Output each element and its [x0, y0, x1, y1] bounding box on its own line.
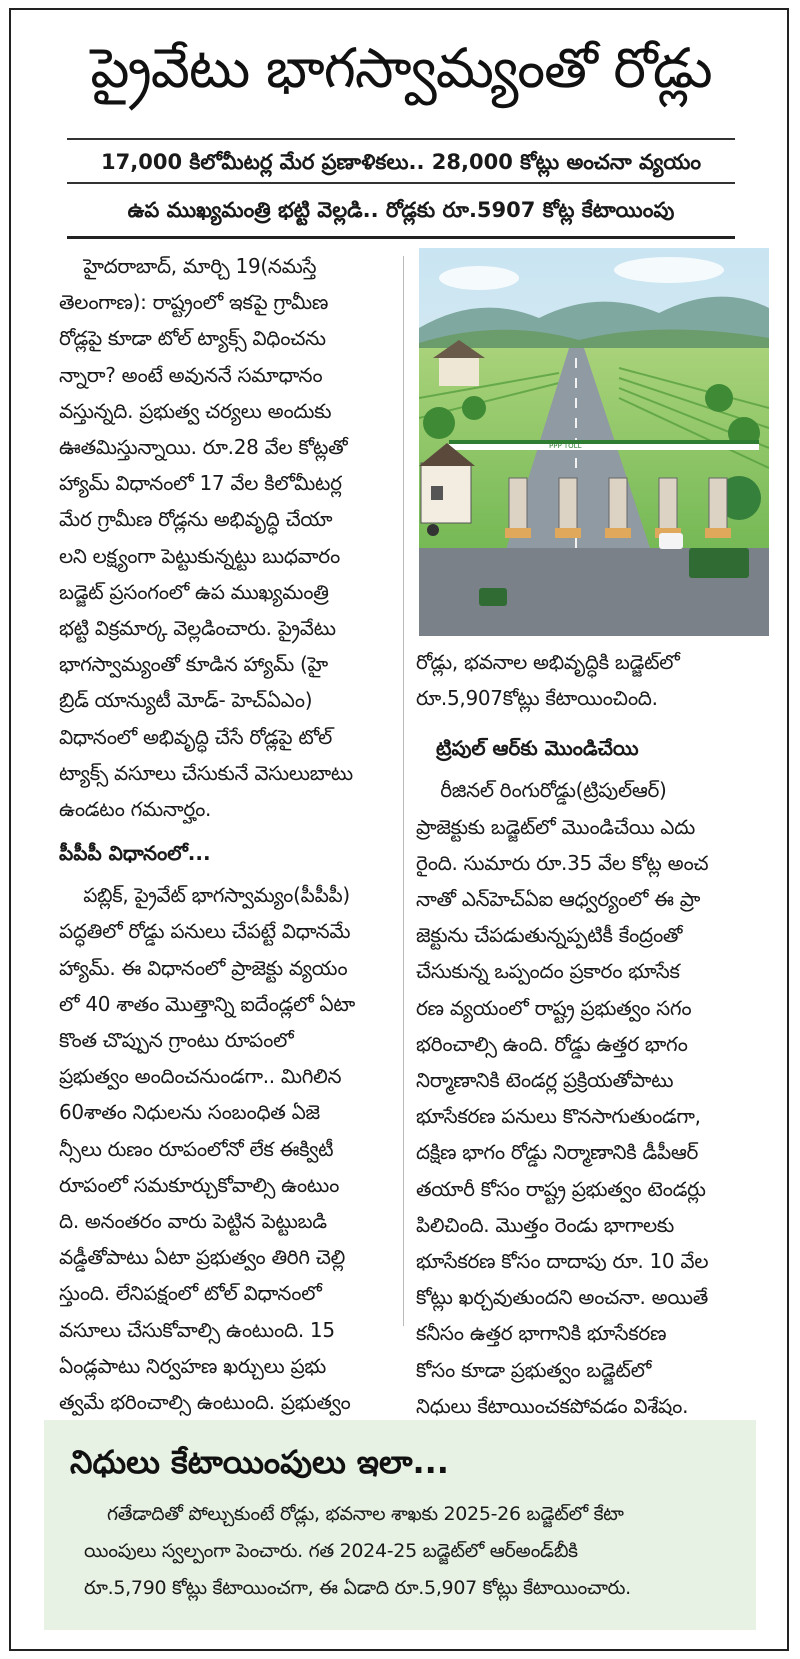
ppp-line: పద్ధతిలో రోడ్డు పనులు చేపట్టే విధానమే [59, 919, 351, 944]
ppp-line: ప్రభుత్వం అందించనుండగా.. మిగిలిన [59, 1064, 342, 1089]
article-frame [9, 8, 789, 1651]
ppp-line: రూపంలో సమకూర్చుకోవాల్సి ఉంటుం [59, 1172, 340, 1197]
intro-line: న్నారా? అంటే అవుననే సమాధానం [59, 362, 323, 387]
allocation-line: యింపులు స్వల్పంగా పెంచారు. గత 2024-25 బడ్జెట్‌లో ఆర్అండ్‌బీకి [84, 1540, 578, 1562]
ppp-line: న్సీలు రుణం రూపంలోనో లేక ఈక్విటీ [59, 1136, 334, 1161]
rrr-line: దక్షిణ భాగం రోడ్డు నిర్మాణానికి డీపీఆర్ [416, 1140, 699, 1165]
rrr-line: నాతో ఎన్‌హెచ్ఏఐ ఆధ్వర్యంలో ఈ ప్రా [416, 887, 701, 912]
ppp-line: ది. అనంతరం వారు పెట్టిన పెట్టుబడి [59, 1209, 327, 1234]
intro-line: విధానంలో అభివృద్ధి చేసే రోడ్లపై టోల్ [59, 724, 333, 749]
intro-line: హ్యామ్ విధానంలో 17 వేల కిలోమీటర్ల [59, 471, 342, 496]
allocation-title: నిధులు కేటాయింపులు ఇలా... [70, 1443, 449, 1481]
rrr-line: ప్రాజెక్టుకు బడ్జెట్‌లో మొండిచేయి ఎదు [416, 814, 695, 839]
intro-line: ట్యాక్స్ వసూలు చేసుకునే వెసులుబాటు [59, 760, 353, 785]
section-heading-rrr: ట్రిపుల్ ఆర్‌కు మొండిచేయి [436, 736, 639, 761]
ppp-line: హ్యామ్. ఈ విధానంలో ప్రాజెక్టు వ్యయం [59, 955, 348, 980]
right-column [416, 644, 763, 1424]
left-column [59, 248, 399, 1457]
rrr-line: కనీసం ఉత్తర భాగానికి భూసేకరణ [416, 1321, 667, 1346]
section-heading-ppp: పీపీపీ విధానంలో... [59, 841, 211, 866]
rrr-line: పిలిచింది. మొత్తం రెండు భాగాలకు [416, 1212, 674, 1237]
rrr-line: భూసేకరణ పనులు కొనసాగుతుండగా, [416, 1104, 701, 1129]
gate-sign: PPP TOLL [549, 442, 582, 450]
allocation-box [44, 1420, 756, 1630]
rrr-line: కోసం కూడా ప్రభుత్వం బడ్జెట్‌లో [416, 1357, 651, 1382]
ppp-line: వసూలు చేసుకోవాల్సి ఉంటుంది. 15 [59, 1317, 335, 1342]
toll-plaza-illustration [419, 248, 769, 636]
allocation-text [84, 1496, 744, 1607]
headline: ప్రైవేటు భాగస్వామ్యంతో రోడ్లు [90, 36, 712, 100]
intro-line: ఉండటం గమనార్హం. [59, 797, 212, 822]
rrr-line: రైంది. సుమారు రూ.35 వేల కోట్ల అంచ [416, 850, 709, 875]
intro-line: మేర గ్రామీణ రోడ్లను అభివృద్ధి చేయా [59, 507, 333, 532]
intro-line: బడ్జెట్ ప్రసంగంలో ఉప ముఖ్యమంత్రి [59, 579, 329, 604]
rrr-line: నిధులు కేటాయించకపోవడం విశేషం. [416, 1393, 689, 1418]
rrr-line: భరించాల్సి ఉంది. రోడ్డు ఉత్తర భాగం [416, 1031, 688, 1056]
continuation-line: రోడ్లు, భవనాల అభివృద్ధికి బడ్జెట్‌లో [416, 650, 680, 674]
intro-line: వస్తున్నది. ప్రభుత్వ చర్యలు అందుకు [59, 398, 332, 423]
intro-line: భాగస్వామ్యంతో కూడిన హ్యామ్ (హై [59, 652, 328, 677]
column-divider [403, 256, 404, 1326]
intro-line: లని లక్ష్యంగా పెట్టుకున్నట్టు బుధవారం [59, 543, 341, 568]
toll-plaza-image [419, 248, 769, 636]
rrr-line: కోట్లు ఖర్చవుతుందని అంచనా. అయితే [416, 1285, 709, 1310]
subheadline-2: ఉప ముఖ్యమంత్రి భట్టి వెల్లడి.. రోడ్లకు రూ.5907 కోట్ల కేటాయింపు [127, 198, 675, 222]
rrr-line: జెక్టును చేపడుతున్నప్పటికీ కేంద్రంతో [416, 923, 683, 948]
ppp-line: లో 40 శాతం మొత్తాన్ని ఐదేండ్లలో ఏటా [59, 991, 355, 1016]
ppp-line: కొంత చొప్పున గ్రాంటు రూపంలో [59, 1028, 294, 1053]
intro-line: ఊతమిస్తున్నాయి. రూ.28 వేల కోట్లతో [59, 435, 348, 460]
rrr-line: భూసేకరణ కోసం దాదాపు రూ. 10 వేల [416, 1249, 709, 1274]
ppp-line: వడ్డీతోపాటు ఏటా ప్రభుత్వం తిరిగి చెల్లి [59, 1245, 346, 1270]
ppp-line: పబ్లిక్, ప్రైవేట్ భాగస్వామ్యం(పీపీపీ) [59, 883, 350, 908]
intro-line: బ్రిడ్ యాన్యుటీ మోడ్- హెచ్ఏఎం) [59, 688, 313, 713]
rrr-line: రణ వ్యయంలో రాష్ట్ర ప్రభుత్వం సగం [416, 995, 692, 1020]
intro-line: భట్టి విక్రమార్క వెల్లడించారు. ప్రైవేటు [59, 616, 336, 641]
ppp-line: ఏండ్లపాటు నిర్వహణ ఖర్చులు ప్రభు [59, 1353, 327, 1378]
ppp-line: 60శాతం నిధులను సంబంధిత ఏజె [59, 1100, 320, 1125]
continuation-line: రూ.5,907కోట్లు కేటాయించింది. [416, 686, 658, 711]
subheadline-rule [67, 182, 735, 184]
rrr-line: రీజినల్ రింగురోడ్డు(ట్రిపుల్ఆర్) [416, 778, 667, 803]
intro-line: తెలంగాణ): రాష్ట్రంలో ఇకపై గ్రామీణ [59, 290, 329, 315]
deck-rule [67, 236, 735, 239]
ppp-line: త్వమే భరించాల్సి ఉంటుంది. ప్రభుత్వం [59, 1390, 351, 1415]
ppp-line: స్తుంది. లేనిపక్షంలో టోల్ విధానంలో [59, 1281, 322, 1306]
intro-line: హైదరాబాద్, మార్చి 19(నమస్తే [59, 254, 317, 278]
headline-rule [67, 138, 735, 140]
rrr-line: తయారీ కోసం రాష్ట్ర ప్రభుత్వం టెండర్లు [416, 1176, 706, 1201]
rrr-line: నిర్మాణానికి టెండర్ల ప్రక్రియతోపాటు [416, 1068, 674, 1093]
allocation-line: గతేడాదితో పోల్చుకుంటే రోడ్లు, భవనాల శాఖకు 2025-26 బడ్జెట్‌లో కేటా [84, 1503, 624, 1525]
intro-line: రోడ్లపై కూడా టోల్ ట్యాక్స్ విధించను [59, 326, 326, 351]
rrr-line: చేసుకున్న ఒప్పందం ప్రకారం భూసేక [416, 959, 680, 984]
allocation-line: రూ.5,790 కోట్లు కేటాయించగా, ఈ ఏడాది రూ.5,907 కోట్లు కేటాయించారు. [84, 1577, 631, 1599]
subheadline-1: 17,000 కిలోమీటర్ల మేర ప్రణాళికలు.. 28,000 కోట్లు అంచనా వ్యయం [101, 150, 701, 174]
